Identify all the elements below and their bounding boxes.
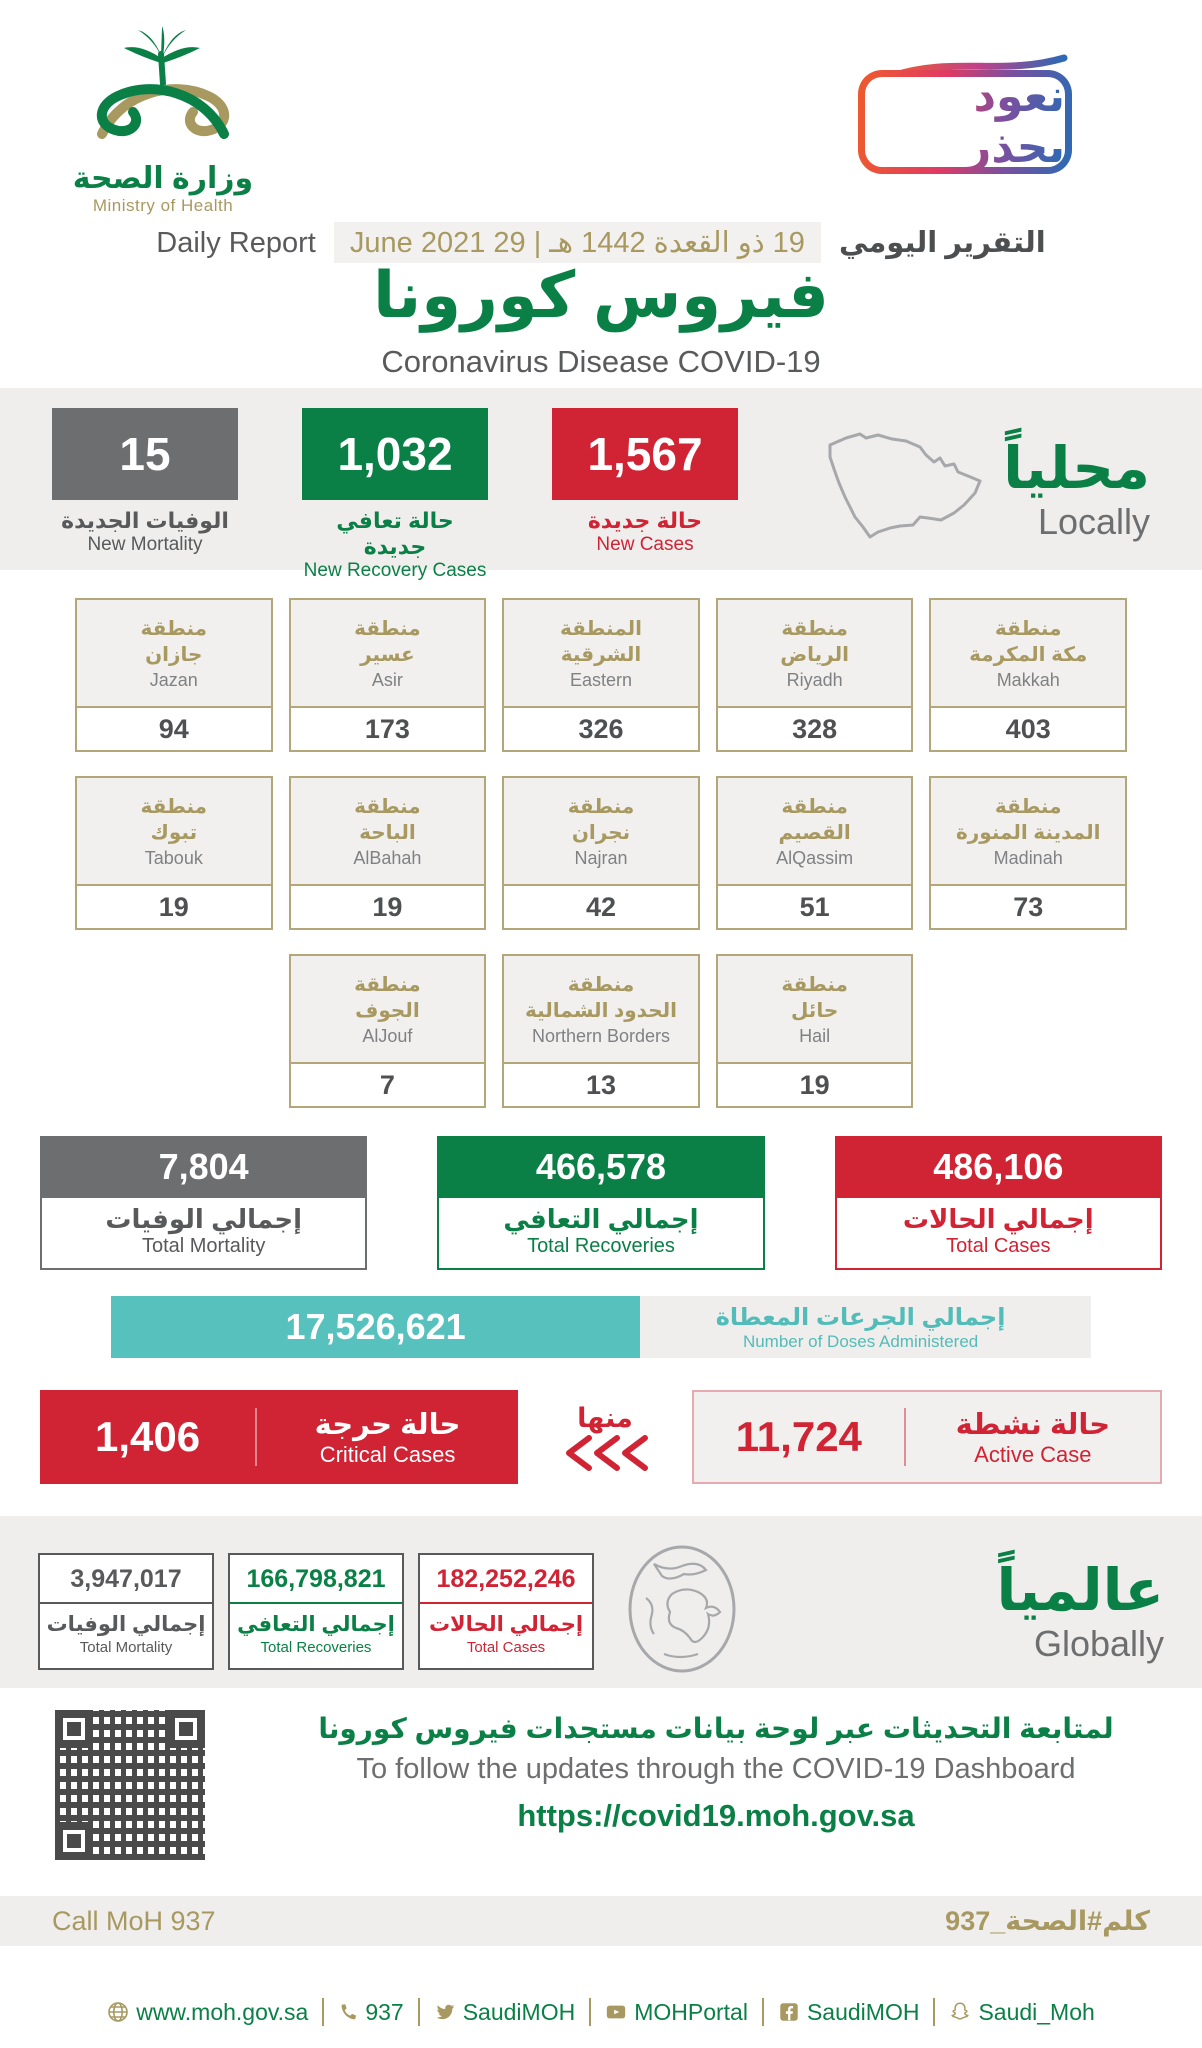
globe-icon [107, 2001, 129, 2023]
qr-finder [167, 1710, 205, 1748]
doses-label-en: Number of Doses Administered [742, 1331, 979, 1351]
active-cases-box [692, 1390, 1162, 1484]
youtube-icon [605, 2001, 627, 2023]
youtube-link[interactable] [605, 1999, 748, 2026]
separator [322, 1998, 324, 2026]
moh-logo-icon [88, 22, 238, 154]
chevrons-left-icon [557, 1434, 653, 1472]
date-gregorian: 29 June 2021 [349, 227, 526, 259]
return-with-caution-badge [858, 70, 1072, 174]
critical-active-row [40, 1390, 1162, 1484]
global-cases-label-en: Total Cases [466, 1638, 546, 1656]
new-mortality-label-en: New Mortality [87, 534, 203, 555]
regions-grid [75, 598, 1127, 1108]
total-cases-label-ar: إجمالي الحالات [902, 1204, 1094, 1234]
dashboard-section [0, 1704, 1202, 1896]
global-cases-label-ar: إجمالي الحالات [428, 1612, 584, 1636]
call-moh-label: Call MoH 937 [52, 1905, 216, 1936]
global-recoveries-label-ar: إجمالي التعافي [237, 1612, 395, 1636]
region-value: 328 [718, 706, 912, 750]
twitter-label: SaudiMOH [462, 1998, 576, 2025]
call-strip [0, 1896, 1202, 1946]
dashboard-url-link[interactable]: https://covid19.moh.gov.sa [517, 1798, 915, 1833]
doses-label [640, 1296, 1091, 1358]
total-recoveries-label-ar: إجمالي التعافي [503, 1204, 699, 1234]
region-card-madinah: منطقة المدينة المنورة Madinah 73 [929, 776, 1127, 930]
new-recovery-label-ar: حالة تعافي جديدة [336, 508, 454, 559]
globally-label-ar: عالمياً [996, 1557, 1164, 1623]
new-mortality-value: 15 [52, 408, 238, 500]
locally-section-label [1003, 435, 1150, 544]
region-card-asir: منطقة عسير Asir 173 [289, 598, 487, 752]
locally-label-en: Locally [1037, 501, 1150, 543]
daily-report-label-ar: التقرير اليومي [839, 227, 1046, 259]
global-mortality-value: 3,947,017 [40, 1565, 212, 1604]
doses-label-ar: إجمالي الجرعات المعطاة [715, 1303, 1006, 1331]
region-card-jazan: منطقة جازان Jazan 94 [75, 598, 273, 752]
region-value: 19 [77, 884, 271, 928]
total-mortality-value: 7,804 [40, 1136, 367, 1198]
region-card-najran: منطقة نجران Najran 42 [502, 776, 700, 930]
total-cases-label-en: Total Cases [946, 1235, 1051, 1257]
website-label: www.moh.gov.sa [136, 1998, 309, 2025]
snapchat-icon [949, 2001, 971, 2023]
phone-link[interactable] [338, 1999, 403, 2026]
logo-arabic-name: وزارة الصحة [72, 162, 254, 195]
doses-bar [111, 1296, 1091, 1358]
total-recoveries-label-en: Total Recoveries [527, 1235, 675, 1257]
new-cases-label-en: New Cases [596, 534, 694, 555]
total-recoveries-card [437, 1136, 764, 1270]
qr-finder [55, 1822, 93, 1860]
globally-label-en: Globally [1033, 1623, 1164, 1665]
global-stats-band [0, 1516, 1202, 1688]
region-card-tabouk: منطقة تبوك Tabouk 19 [75, 776, 273, 930]
globe-icon [624, 1542, 740, 1681]
active-label-en: Active Case [974, 1441, 1092, 1467]
critical-label-en: Critical Cases [319, 1441, 456, 1467]
qr-finder [55, 1710, 93, 1748]
region-value: 94 [77, 706, 271, 750]
region-card-hail: منطقة حائل Hail 19 [716, 954, 914, 1108]
local-stats-band [0, 388, 1202, 581]
region-value: 13 [504, 1062, 698, 1106]
report-header [0, 0, 1202, 388]
of-which-indicator [518, 1390, 692, 1484]
new-mortality-label-ar: الوفيات الجديدة [61, 508, 229, 533]
website-link[interactable] [107, 1999, 308, 2026]
total-mortality-label-ar: إجمالي الوفيات [105, 1204, 302, 1234]
total-mortality-label-en: Total Mortality [141, 1235, 266, 1257]
global-cases-card [418, 1553, 594, 1670]
region-value: 19 [291, 884, 485, 928]
dashboard-note-ar: لمتابعة التحديثات عبر لوحة بيانات مستجدات فيروس كورونا [318, 1713, 1114, 1744]
new-recovery-label-en: New Recovery Cases [303, 560, 487, 581]
new-cases-stat [552, 408, 738, 556]
doses-value: 17,526,621 [111, 1296, 640, 1358]
region-value: 403 [931, 706, 1125, 750]
separator [762, 1998, 764, 2026]
page-title-en: Coronavirus Disease COVID-19 [381, 344, 821, 379]
new-recovery-value: 1,032 [302, 408, 488, 500]
phone-icon [338, 2002, 358, 2022]
youtube-label: MOHPortal [634, 1998, 748, 2025]
page-title-ar: فيروس كورونا [373, 259, 829, 331]
new-recovery-stat [302, 408, 488, 582]
saudi-map-icon [808, 425, 988, 560]
region-card-northern-borders: منطقة الحدود الشمالية Northern Borders 13 [502, 954, 700, 1108]
phone-label: 937 [365, 1998, 404, 2025]
total-recoveries-value: 466,578 [437, 1136, 764, 1198]
critical-cases-value: 1,406 [94, 1413, 201, 1460]
region-value: 51 [718, 884, 912, 928]
critical-cases-box [40, 1390, 518, 1484]
hashtag-label: كلم#الصحة_937 [945, 1905, 1150, 1936]
facebook-icon [778, 2001, 800, 2023]
global-cases-value: 182,252,246 [420, 1565, 592, 1604]
new-mortality-stat [52, 408, 238, 556]
report-date [334, 222, 821, 263]
badge-text: نعود بحذر [865, 71, 1065, 173]
contact-bar [0, 1998, 1202, 2026]
date-separator: | [533, 227, 542, 259]
moh-logo [58, 22, 268, 216]
separator [933, 1998, 935, 2026]
twitter-link[interactable] [434, 1999, 575, 2026]
dashboard-note-en: To follow the updates through the COVID-19 Dashboard [356, 1753, 1076, 1785]
region-value: 326 [504, 706, 698, 750]
facebook-label: SaudiMOH [806, 1998, 920, 2025]
region-card-riyadh: منطقة الرياض Riyadh 328 [716, 598, 914, 752]
date-hijri: 19 ذو القعدة 1442 هـ [549, 227, 805, 259]
logo-english-name: Ministry of Health [92, 196, 234, 215]
global-mortality-label-en: Total Mortality [79, 1638, 173, 1656]
global-recoveries-card [228, 1553, 404, 1670]
critical-label-ar: حالة حرجة [314, 1408, 461, 1441]
globally-section-label [996, 1557, 1164, 1666]
region-card-makkah: منطقة مكة المكرمة Makkah 403 [929, 598, 1127, 752]
active-label-ar: حالة نشطة [955, 1408, 1111, 1441]
total-cases-value: 486,106 [835, 1136, 1162, 1198]
region-card-albahah: منطقة الباحة AlBahah 19 [289, 776, 487, 930]
snapchat-link[interactable] [949, 1999, 1094, 2026]
report-date-row [0, 222, 1202, 263]
total-mortality-card [40, 1136, 367, 1270]
region-value: 42 [504, 884, 698, 928]
region-value: 7 [291, 1062, 485, 1106]
active-cases-value: 11,724 [735, 1413, 862, 1460]
region-card-aljouf: منطقة الجوف AlJouf 7 [289, 954, 487, 1108]
snapchat-label: Saudi_Moh [978, 1998, 1095, 2025]
local-totals-row [40, 1136, 1162, 1270]
region-value: 73 [931, 884, 1125, 928]
separator [418, 1998, 420, 2026]
of-which-label-ar: منها [577, 1402, 633, 1433]
daily-report-label: Daily Report [156, 227, 316, 259]
separator [589, 1998, 591, 2026]
global-recoveries-value: 166,798,821 [230, 1565, 402, 1604]
global-mortality-card [38, 1553, 214, 1670]
region-value: 19 [718, 1062, 912, 1106]
new-cases-value: 1,567 [552, 408, 738, 500]
qr-code [55, 1710, 205, 1860]
twitter-icon [434, 2001, 456, 2023]
total-cases-card [835, 1136, 1162, 1270]
new-cases-label-ar: حالة جديدة [587, 508, 703, 533]
region-value: 173 [291, 706, 485, 750]
region-card-alqassim: منطقة القصيم AlQassim 51 [716, 776, 914, 930]
facebook-link[interactable] [778, 1999, 919, 2026]
region-card-eastern: المنطقة الشرقية Eastern 326 [502, 598, 700, 752]
badge-frame [858, 70, 1072, 174]
locally-label-ar: محلياً [1003, 435, 1150, 501]
global-recoveries-label-en: Total Recoveries [260, 1638, 372, 1656]
global-mortality-label-ar: إجمالي الوفيات [46, 1612, 206, 1636]
